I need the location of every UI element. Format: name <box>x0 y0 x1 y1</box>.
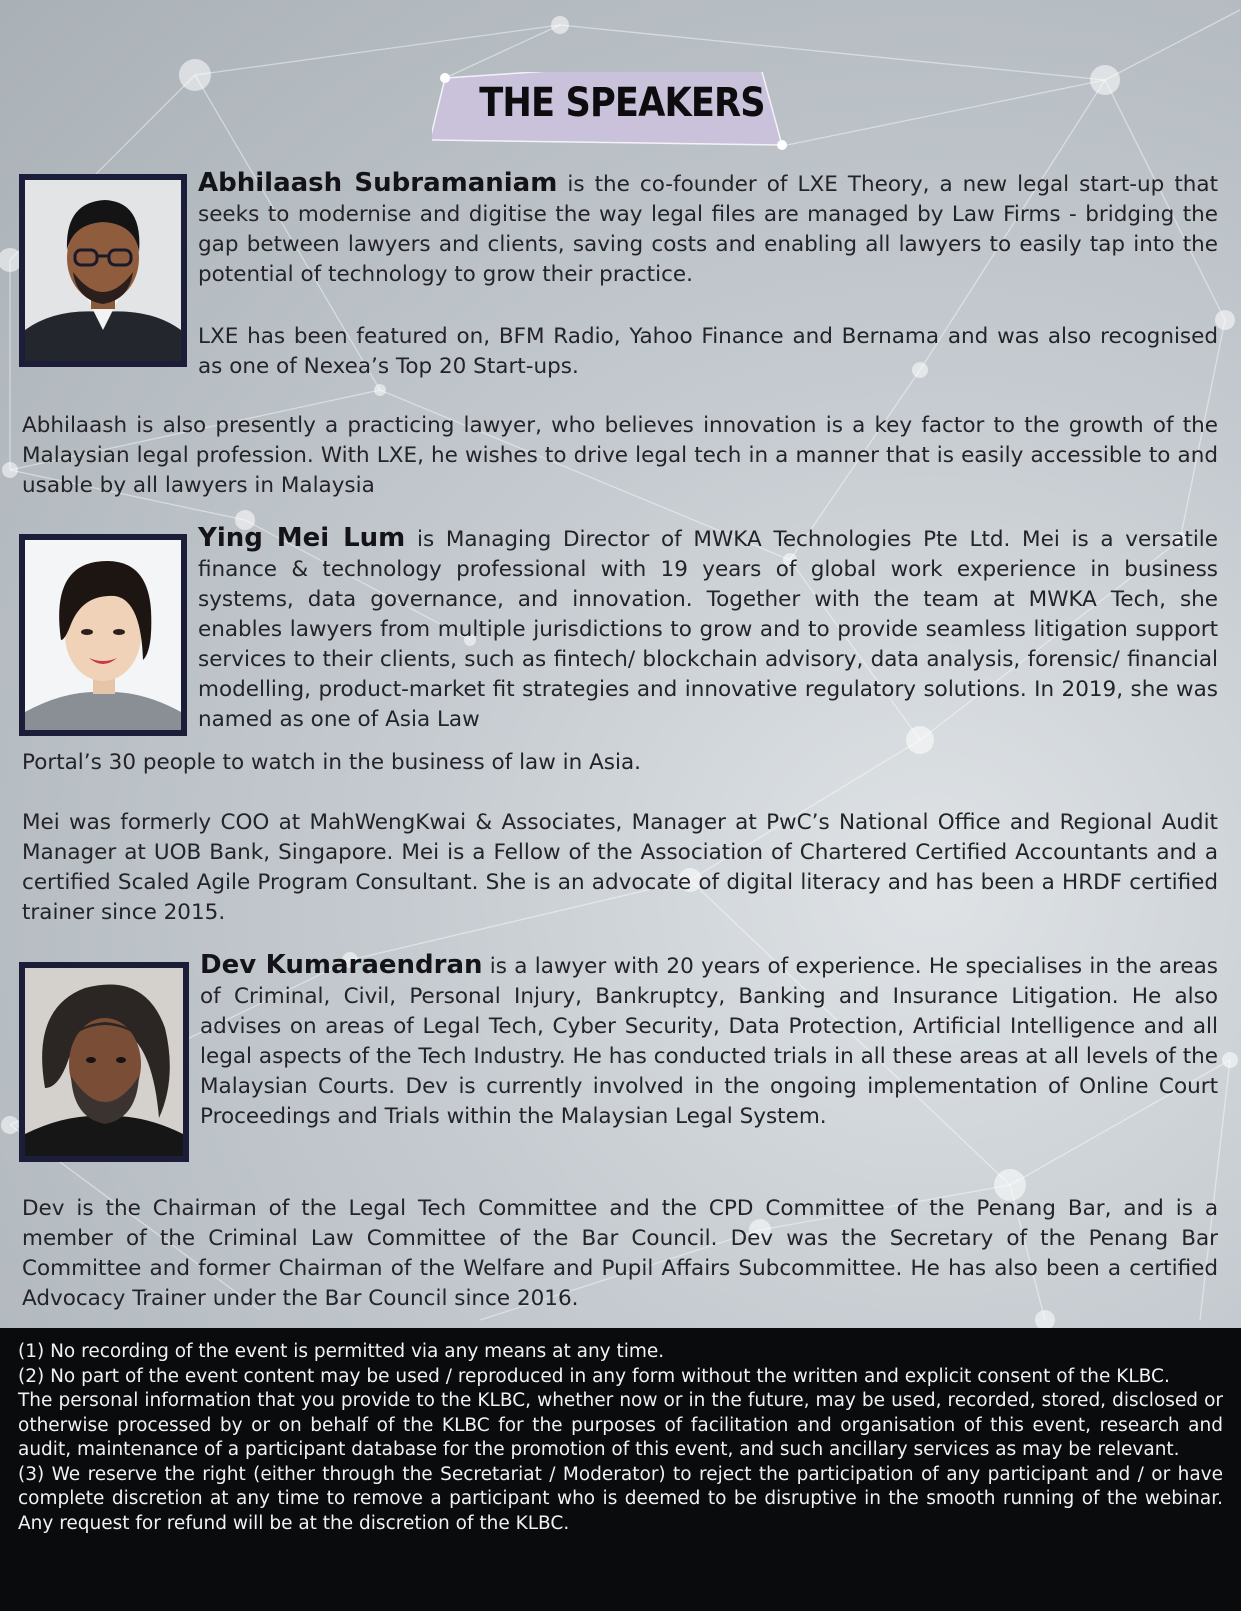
title-banner <box>432 72 812 152</box>
speaker-1-bio-3: Abhilaash is also presently a practicing lawyer, who believes innovation is a key factor to the growth of the Malaysian legal profession. With LXE, he wishes to drive legal tech in a manner that is easily accessible to and usable by all lawyers in Malaysia <box>22 413 1218 498</box>
speaker-3-bio-2: Dev is the Chairman of the Legal Tech Committee and the CPD Committee of the Penang Bar, and is a member of the Criminal Law Committee of the Bar Council. Dev was the Secretary of the Penang Bar Committee and former Chairman of the Welfare and Pupil Affairs Subcommittee. He has also been a certified Advocacy Trainer under the Bar Council since 2016. <box>22 1196 1218 1311</box>
portrait-illustration <box>25 968 183 1156</box>
disclaimer-item: (2) No part of the event content may be used / reproduced in any form without the written and explicit consent of the KLBC. <box>18 1365 1170 1387</box>
portrait-illustration <box>25 540 181 730</box>
speaker-1-intro <box>198 168 1218 290</box>
speaker-2-bio-cont: Portal’s 30 people to watch in the business of law in Asia. <box>22 750 641 775</box>
speaker-3-intro <box>200 950 1218 1132</box>
speaker-bio: is Managing Director of MWKA Technologies Pte Ltd. Mei is a versatile finance & technology professional with 19 years of global work experience in business systems, data governance, and innovation. Together with the team at MWKA Tech, she enables lawyers from multiple jurisdictions to grow and to provide seamless litigation support services to their clients, such as fintech/ blockchain advisory, data analysis, forensic/ financial modelling, product-market fit strategies and innovative regulatory solutions. In 2019, she was named as one of Asia Law <box>198 527 1218 732</box>
speaker-2-intro <box>198 523 1218 735</box>
speaker-photo-abhilaash <box>19 174 187 367</box>
speaker-bio: is the co-founder of LXE Theory, a new legal start-up that seeks to modernise and digitise the way legal files are managed by Law Firms - bridging the gap between lawyers and clients, saving costs and enabling all lawyers to easily tap into the potential of technology to grow their practice. <box>198 172 1218 287</box>
speaker-photo-ying-mei-lum <box>19 534 187 736</box>
disclaimer-item: (3) We reserve the right (either through the Secretariat / Moderator) to reject the participation of any participant and / or have complete discretion at any time to remove a participant who is deemed to be disruptive in the smooth running of the webinar. Any request for refund will be at the discretion of the KLBC. <box>18 1463 1223 1534</box>
disclaimer-item: (1) No recording of the event is permitted via any means at any time. <box>18 1341 665 1362</box>
speaker-1-bio-2: LXE has been featured on, BFM Radio, Yahoo Finance and Bernama and was also recognised as one of Nexea’s Top 20 Start-ups. <box>198 324 1218 379</box>
speaker-photo-dev-kumaraendran <box>19 962 189 1162</box>
disclaimer-footer <box>0 1328 1241 1611</box>
speaker-bio: is a lawyer with 20 years of experience. He specialises in the areas of Criminal, Civil, Personal Injury, Bankruptcy, Banking and Insurance Litigation. He also advises on areas of Legal Tech, Cyber Security, Data Protection, Artificial Intelligence and all legal aspects of the Tech Industry. He has conducted trials in all these areas at all levels of the Malaysian Courts. Dev is currently involved in the ongoing implementation of Online Court Proceedings and Trials within the Malaysian Legal System. <box>200 954 1219 1129</box>
page-title: THE SPEAKERS <box>479 80 765 126</box>
disclaimer-item: The personal information that you provide to the KLBC, whether now or in the future, may be used, recorded, stored, disclosed or otherwise processed by or on behalf of the KLBC for the purposes of facilitation and organisation of this event, research and audit, maintenance of a participant database for the promotion of this event, and such ancillary services as may be relevant. <box>18 1390 1223 1460</box>
speaker-2-bio-2: Mei was formerly COO at MahWengKwai & Associates, Manager at PwC’s National Office and Regional Audit Manager at UOB Bank, Singapore. Mei is a Fellow of the Association of Chartered Certified Accountants and a certified Scaled Agile Program Consultant. She is an advocate of digital literacy and has been a HRDF certified trainer since 2015. <box>22 810 1218 925</box>
speaker-name: Dev Kumaraendran <box>200 950 483 980</box>
speaker-name: Abhilaash Subramaniam <box>198 168 558 198</box>
speaker-name: Ying Mei Lum <box>198 523 406 553</box>
portrait-illustration <box>25 180 181 361</box>
